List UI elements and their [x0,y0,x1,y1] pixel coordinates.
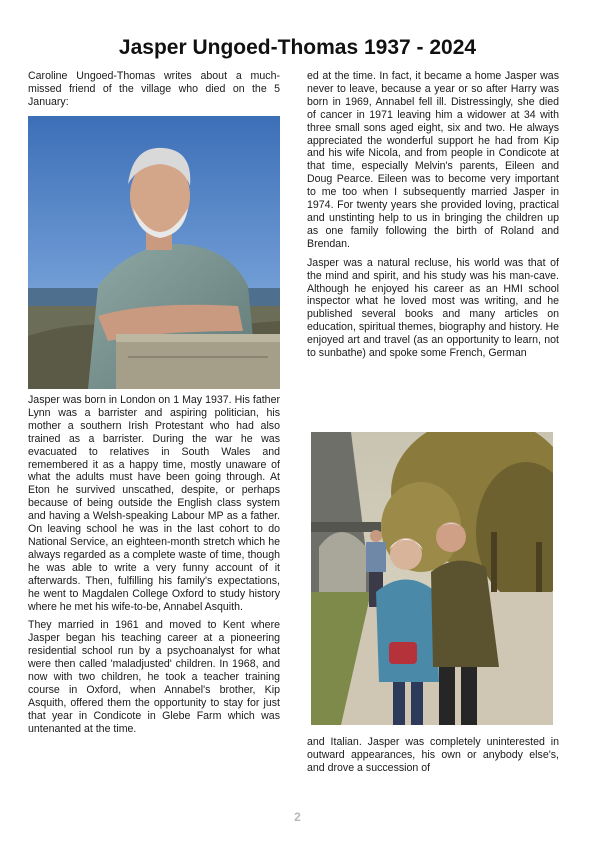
portrait-photo [28,116,280,389]
paragraph: Jasper was born in London on 1 May 1937. His father Lynn was a barrister and aspiring politician, his mother a southern Irish Protestant who had also trained as a barrister. During the war he was evacuated to relatives in South Wales and remembered it as a happy time, mostly unaware of what the adults must have been going through. At Eton he survived unscathed, despite, or perhaps because of being outside the English class system and having a Welsh-speaking Labour MP as a father. On leaving school he was in the last cohort to do National Service, an eighteen-month stretch which he always regarded as a complete waste of time, though he was able to write a very funny account of it afterwards. Then, fulfilling his family's expectations, he went to Magdalen College Oxford to study history where he met his wife-to-be, Annabel Asquith. [28,394,280,613]
paragraph: They married in 1961 and moved to Kent where Jasper began his teaching career at a pioneering residential school run by a psychoanalyst for what were then called 'maladjusted' children. In 1968, and now with two children, he took a teacher training course in Oxford, when Annabel's brother, Kip Asquith, offered them the opportunity to stay for just that year in Condicote in Glebe Farm which was untenanted at the time. [28,619,280,735]
page-number: 2 [294,810,301,824]
paragraph: Jasper was a natural recluse, his world was that of the mind and spirit, and his study was his man-cave. Although he enjoyed his career as an HMI school inspector what he loved most was writing, and he published several books and many articles on education, spiritual themes, biography and history. He enjoyed art and travel (as an opportunity to learn, not to sunbathe) and spoke some French, German [307,256,559,360]
intro-paragraph [28,70,280,115]
article-title: Jasper Ungoed-Thomas 1937 - 2024 [118,36,477,59]
paragraph: and Italian. Jasper was completely uninterested in outward appearances, his own or anybody else's, and drove a succession of [307,736,559,774]
left-body-text [28,394,280,742]
right-bottom-text [307,736,559,781]
intro-text: Caroline Ungoed-Thomas writes about a much-missed friend of the village who died on the 5 January: [28,70,280,108]
paragraph: ed at the time. In fact, it became a home Jasper was never to leave, because a year or so after Harry was born in 1969, Annabel fell ill. Distressingly, she died of cancer in 1971 leaving him a widower at 34 with three small sons aged eight, six and two. He always appreciated the wonderful support he had from Kip and his wife Nicola, and from people in Condicote at that time, especially Melvin's parents, Eileen and Doug Pearce. Eileen was to become very important to me too when I subsequently married Jasper in 1974. For twenty years she provided loving, practical and unstinting help to us in bringing the children up as one family following the birth of Roland and Brendan. [307,70,559,250]
couple-photo [311,432,553,725]
right-body-text [307,70,559,366]
